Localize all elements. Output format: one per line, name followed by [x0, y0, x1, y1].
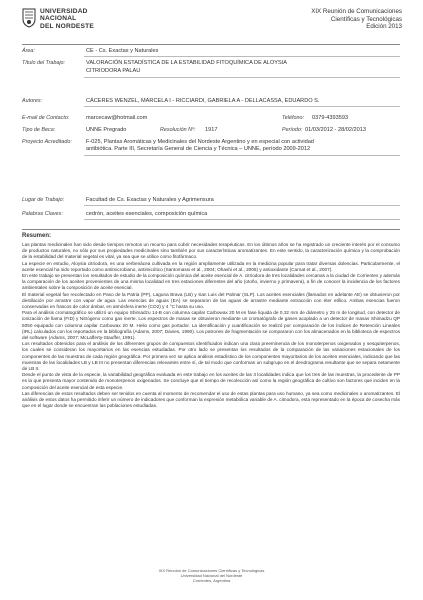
- footer-line-3: Corrientes, Argentina: [192, 578, 231, 584]
- resumen-paragraph-4: El material vegetal fue recolectado en Paso de la Patria (PP), Laguna Brava (LB) y San Luis del Palmar (SLP). Los aceites esenciales (llamados en adelante AE) se obtuvieron por destilación por arrastre con vapor de agua. Las esencias de aguas (EA) se separaron de las aguas de arrastre mediante extracción con éter etílico. Ambas esencias fueron conservadas en frascos de color ámbar, en atmósfera inerte (CO2) y 4 °C hasta su uso.: [22, 291, 400, 310]
- project-value-line-2: antibiótica. Parte III, Secretaría General de Ciencia y Técnica – UNNE, período 2009-2012: [86, 146, 311, 152]
- resumen-paragraph-2: La especie en estudio, Aloysia citriodora, es una verbenácea cultivada en la región ampliamente utilizada en la medicina popular para tratar diversas dolencias. Particularmente, el aceite esencial ha sido reportado como antimicrobiano, antimicótico (Santomassi et al., 2004; Ohashi et al., 2005) y antioxidante (Carnat et al., 2007).: [22, 260, 400, 272]
- phone-label: Teléfono:: [282, 115, 304, 121]
- resumen-heading: Resumen:: [22, 233, 52, 239]
- project-label: Proyecto Acreditado:: [22, 139, 72, 145]
- university-line-1: UNIVERSIDAD: [40, 8, 88, 15]
- resumen-divider: [22, 229, 400, 230]
- area-label: Área:: [22, 48, 35, 54]
- project-value-line-1: F-025, Plantas Aromáticas y Medicinales del Nordeste Argentino y en especial con actividad: [86, 139, 314, 145]
- footer-line-1: XIX Reunión de Comunicaciones Científicas y Tecnológicas: [158, 568, 265, 573]
- scholarship-type-value: UNNE Pregrado: [86, 127, 127, 133]
- workplace-label: Lugar de Trabajo:: [22, 197, 65, 203]
- header-divider: [22, 44, 400, 45]
- authors-value: CÁCERES WENZEL, MARCELA I - RICCIARDI, GABRIELA A - DELLACASSA, EDUARDO S.: [86, 98, 320, 104]
- title-label: Título del Trabajo:: [22, 60, 66, 66]
- conference-line-1: XIX Reunión de Comunicaciones: [311, 8, 402, 15]
- area-value: CE - Cs. Exactas y Naturales: [86, 48, 159, 54]
- workplace-underline: [84, 205, 400, 206]
- university-line-3: DEL NORDESTE: [40, 22, 94, 30]
- resumen-paragraph-7: Desde el punto de vista de la especie, la variabilidad geográfica evaluada en este trabajo en los aceites de las 3 localidades indica que los tres de las muestras, la procedente de PP es la que presenta mayor contenido de monoterpenos oxigenados. Se concluye que el tiempo de recolección así como la región geográfica de cultivo son factores que inciden en la composición del aceite esencial de esta especie.: [22, 372, 400, 390]
- footer-line-2: Universidad Nacional del Nordeste: [180, 573, 243, 579]
- conference-line-2: Científicas y Tecnológicas: [330, 15, 402, 23]
- title-value-line-1: VALORACIÓN ESTADÍSTICA DE LA ESTABILIDAD FITOQUÍMICA DE ALOYSIA: [86, 60, 288, 66]
- resumen-paragraph-6: Los resultados obtenidos para el análisis de los diferentes grupos de compuestos identificados indican una clara preeminencia de los monoterpenos oxigenados y sesquiterpenos, los cuales se consideran los mayoritarios en las esencias estudiadas. Por otro lado se presentan los resultados de la comparación de las variaciones estacionales de los componentes de las muestras de cada región geográfica. Por primera vez se aplica análisis estadístico de los componentes mayoritarios de los aceites esenciales, indicando que las muestras de las localidades LB y LB III no presentan diferencias relevantes entre sí, de tal modo que conforman un subgrupo en el dendrograma resultante que se separa netamente de LB II.: [22, 341, 400, 372]
- area-underline: [84, 56, 400, 57]
- keywords-underline: [84, 219, 400, 220]
- email-value: marcecaw@hotmail.com: [86, 115, 148, 121]
- page-footer: [0, 568, 423, 584]
- period-label: Período:: [282, 127, 303, 133]
- resumen-paragraph-8: Las diferencias de estos resultados deben ser tenidos en cuenta al momento de recomendar el uso de estas plantas para uso humano, ya sea como medicinales o aromatizantes. El análisis de estos datos ha permitido inferir un número de indicadores que conforman la expresión metabólica variable de A. citriodora, esta representado en la época de cosecha más que en el lugar donde se encuentran las poblaciones estudiadas.: [22, 390, 400, 409]
- conference-line-3: Edición 2013: [366, 23, 402, 31]
- resolution-label: Resolución Nº:: [160, 127, 196, 133]
- resumen-body: [22, 242, 400, 409]
- keywords-value: cedrón, aceites esenciales, composición química: [86, 211, 208, 217]
- authors-label: Autores:: [22, 98, 43, 104]
- authors-underline: [84, 106, 400, 107]
- scholarship-type-label: Tipo de Beca:: [22, 127, 56, 133]
- phone-value: 0379-4393593: [312, 115, 349, 121]
- university-crest-icon: [22, 8, 36, 28]
- resumen-paragraph-5: Para el análisis cromatográfico se utilizó un equipo Shimadzu 14-B con columna capilar Carbowax 20 M en fase líquida de 0,32 mm de diámetro y 25 m de longitud, con detector de ionización de llama (FID) y Nitrógeno como gas inerte. Los espectros de masas se obtuvieron mediante un cromatógrafo de gases acoplado a un detector de masas Shimadzu QP 5050 equipado con columna capilar Carbowax 20 M. Helio como gas portador. La identificación y cuantificación se realizó por comparación de los índices de Retención Lineales (IRL) calculados con los reportados en la bibliografía (Adams, 2007; Davies, 1990). Los patrones de fragmentación se compararon con los almacenados en la biblioteca de espectros del software (Adams, 2007; McLafferty-Stauffer, 1991).: [22, 310, 400, 341]
- title-value-line-2: CITRIODORA PALAU: [86, 68, 141, 74]
- resumen-paragraph-3: En este trabajo se presentan los resultados de estudio de la composición química del aceite esencial de A. citriodora de tres localidades cercanas a la ciudad de Corrientes y además la comparación de los aceites provenientes de una misma localidad en tres estaciones diferentes del año (otoño, invierno y primavera), a fin de conocer la incidencia de los factores ambientales sobre la composición de aceite esencial.: [22, 273, 400, 291]
- resolution-value: 1917: [205, 127, 218, 133]
- period-value: 01/03/2012 - 28/02/2013: [305, 127, 366, 133]
- resumen-paragraph-1: Las plantas medicinales han sido desde tiempos remotos un recurso para cubrir necesidades terapéuticas. En los últimos años se ha registrado un creciente interés por el consumo de productos naturales, no sólo por sus propiedades medicinales sino también por sus características aromatizantes. En este sentido, la caracterización química y la comprobación de la estabilidad del material vegetal es vital, ya sea que se utilice como fitofármaco.: [22, 242, 400, 260]
- page-header: [22, 8, 402, 44]
- conference-info: [311, 8, 402, 31]
- email-label: E-mail de Contacto:: [22, 115, 70, 121]
- university-logo: [22, 8, 94, 30]
- workplace-value: Facultad de Cs. Exactas y Naturales y Agrimensura: [86, 197, 214, 203]
- keywords-label: Palabras Claves:: [22, 211, 63, 217]
- university-line-2: NACIONAL: [40, 15, 77, 23]
- title-underline: [84, 77, 400, 78]
- project-underline: [84, 155, 400, 156]
